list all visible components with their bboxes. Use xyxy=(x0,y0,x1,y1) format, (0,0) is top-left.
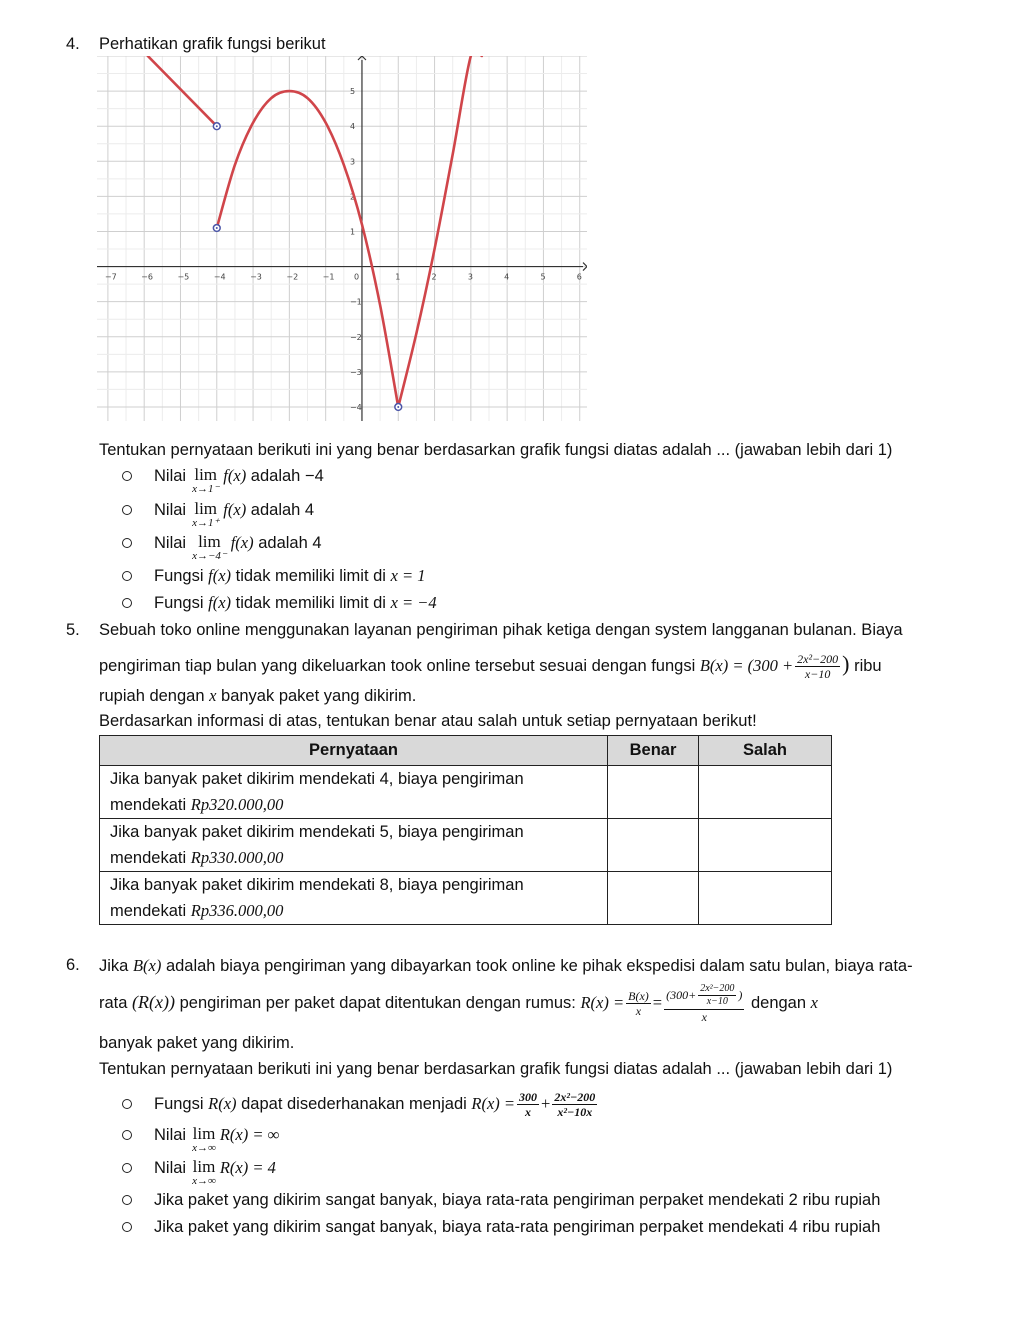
option-text: Jika paket yang dikirim sangat banyak, biaya rata-rata pengiriman perpaket mendekati 4 ribu rupiah xyxy=(154,1218,881,1236)
q5-line1: Sebuah toko online menggunakan layanan pengiriman pihak ketiga dengan system langganan bulanan. Biaya xyxy=(99,621,903,639)
lim-label: lim xyxy=(192,1124,216,1143)
inner-close: ) xyxy=(738,987,743,1002)
q6-option-1[interactable] xyxy=(122,1086,599,1122)
q5-line3 xyxy=(99,686,416,706)
q5-line2 xyxy=(99,647,882,683)
lim-label: lim xyxy=(192,1157,216,1176)
q6-option-5[interactable] xyxy=(122,1218,880,1237)
q6-option-4[interactable] xyxy=(122,1191,880,1210)
option-expr: R(x) xyxy=(208,1094,237,1113)
x-tick-label: 3 xyxy=(467,272,473,282)
benar-cell[interactable] xyxy=(608,872,699,925)
salah-cell[interactable] xyxy=(699,819,832,872)
option-text: Jika paket yang dikirim sangat banyak, biaya rata-rata pengiriman perpaket mendekati 2 ribu rupiah xyxy=(154,1191,881,1209)
equals-sign: = xyxy=(652,993,663,1012)
q4-title: Perhatikan grafik fungsi berikut xyxy=(99,35,326,53)
q5-text: ribu xyxy=(854,657,882,675)
statement-line: Jika banyak paket dikirim mendekati 8, biaya pengiriman xyxy=(110,876,524,894)
x-tick-label: −4 xyxy=(213,272,226,282)
option-text: Nilai xyxy=(154,1126,187,1144)
header-benar: Benar xyxy=(608,736,699,766)
x-tick-label: −1 xyxy=(322,272,335,282)
x-tick-label: 0 xyxy=(353,272,360,282)
q5-line4: Berdasarkan informasi di atas, tentukan benar atau salah untuk setiap pernyataan berikut! xyxy=(99,712,757,730)
frac-numerator: B(x) xyxy=(628,988,649,1003)
radio-circle-icon[interactable] xyxy=(122,571,132,581)
option-text: Nilai xyxy=(154,1159,187,1177)
radio-circle-icon[interactable] xyxy=(122,505,132,515)
inner-prefix: (300+ xyxy=(666,987,697,1002)
radio-circle-icon[interactable] xyxy=(122,471,132,481)
q5-formula-lhs: B(x) = (300 + xyxy=(699,656,794,675)
benar-cell[interactable] xyxy=(608,766,699,819)
option-text: dapat disederhanakan menjadi xyxy=(241,1095,467,1113)
option-expr: f(x) xyxy=(223,500,247,519)
y-tick-label: 2 xyxy=(349,192,356,202)
option-text: Nilai xyxy=(154,534,187,552)
x-tick-label: −2 xyxy=(286,272,299,282)
open-point-center xyxy=(216,125,218,127)
q4-option-1[interactable] xyxy=(122,466,324,495)
frac-denominator: x−10 xyxy=(804,667,831,682)
y-tick-label: −4 xyxy=(349,402,362,412)
radio-circle-icon[interactable] xyxy=(122,1195,132,1205)
q5-text: pengiriman tiap bulan yang dikeluarkan took online tersebut sesuai dengan fungsi xyxy=(99,657,696,675)
q4-instruction: Tentukan pernyataan berikuti ini yang benar berdasarkan grafik fungsi diatas adalah ... (jawaban lebih dari 1) xyxy=(99,441,893,459)
statement-line: Jika banyak paket dikirim mendekati 5, biaya pengiriman xyxy=(110,823,524,841)
statement-cell xyxy=(100,819,608,872)
header-pernyataan: Pernyataan xyxy=(100,736,608,766)
header-salah: Salah xyxy=(699,736,832,766)
option-expr: f(x) xyxy=(230,533,254,552)
q4-number: 4. xyxy=(66,35,80,53)
table-row xyxy=(100,766,832,819)
y-tick-label: −1 xyxy=(349,297,362,307)
salah-cell[interactable] xyxy=(699,872,832,925)
q4-option-3[interactable] xyxy=(122,533,322,562)
option-text: Nilai xyxy=(154,467,187,485)
x-tick-label: 6 xyxy=(576,272,582,282)
option-text: Fungsi xyxy=(154,594,204,612)
q4-option-4[interactable] xyxy=(122,566,426,586)
statement-value: Rp330.000,00 xyxy=(190,848,284,867)
lim-label: lim xyxy=(198,532,221,551)
radio-circle-icon[interactable] xyxy=(122,598,132,608)
q6-var: x xyxy=(810,993,818,1012)
option-text: tidak memiliki limit di xyxy=(235,594,386,612)
statement-line: mendekati xyxy=(110,796,187,814)
x-tick-label: 1 xyxy=(395,272,401,282)
x-tick-label: 2 xyxy=(431,272,437,282)
option-expr: R(x) = xyxy=(471,1094,516,1113)
q5-text: banyak paket yang dikirim. xyxy=(221,687,417,705)
q6-option-3[interactable] xyxy=(122,1158,276,1187)
formula-paren: ) xyxy=(842,651,850,676)
q5-number: 5. xyxy=(66,621,80,639)
x-tick-label: −3 xyxy=(250,272,262,282)
option-cond: x = −4 xyxy=(390,593,437,612)
q6-text: adalah biaya pengiriman yang dibayarkan took online ke pihak ekspedisi dalam satu bulan, biaya rata- xyxy=(165,957,913,975)
option-cond: x = 1 xyxy=(390,566,426,585)
x-tick-label: 4 xyxy=(504,272,510,282)
y-tick-label: 4 xyxy=(349,122,356,132)
inner-denominator: x−10 xyxy=(706,996,728,1008)
lim-label: lim xyxy=(194,465,218,484)
q6-text: dengan xyxy=(750,994,807,1012)
option-expr: R(x) = ∞ xyxy=(219,1125,280,1144)
q6-line1 xyxy=(99,956,913,976)
y-tick-label: −2 xyxy=(349,332,362,342)
option-text: Fungsi xyxy=(154,1095,204,1113)
q6-text: Jika xyxy=(99,957,129,975)
table-header-row xyxy=(100,736,832,766)
option-text: tidak memiliki limit di xyxy=(235,567,386,585)
option-expr: f(x) xyxy=(223,466,247,485)
radio-circle-icon[interactable] xyxy=(122,538,132,548)
option-text: adalah −4 xyxy=(250,467,324,485)
q6-text: rata xyxy=(99,994,128,1012)
q6-var: B(x) xyxy=(132,956,162,975)
radio-circle-icon[interactable] xyxy=(122,1163,132,1173)
graph-svg xyxy=(97,56,587,421)
lim-label: lim xyxy=(194,499,218,518)
statement-value: Rp320.000,00 xyxy=(190,795,284,814)
q6-formula-lhs: R(x) = xyxy=(580,993,625,1012)
frac-numerator: 2x²−200 xyxy=(797,651,839,666)
q6-text: pengiriman per paket dapat ditentukan dengan rumus: xyxy=(179,994,576,1012)
x-tick-label: −7 xyxy=(104,272,117,282)
statement-line: mendekati xyxy=(110,849,187,867)
frac-denominator: x xyxy=(525,1105,532,1120)
y-tick-label: 5 xyxy=(349,87,356,97)
radio-circle-icon[interactable] xyxy=(122,1099,132,1109)
q6-number: 6. xyxy=(66,956,80,974)
frac-denominator: x xyxy=(701,1009,707,1024)
q6-line2 xyxy=(99,982,818,1023)
radio-circle-icon[interactable] xyxy=(122,1130,132,1140)
function-graph xyxy=(97,56,587,421)
q4-option-5[interactable] xyxy=(122,593,437,613)
option-expr: R(x) = 4 xyxy=(219,1158,276,1177)
q4-option-2[interactable] xyxy=(122,500,314,529)
true-false-table xyxy=(99,735,832,925)
x-tick-label: 5 xyxy=(540,272,546,282)
y-tick-label: −3 xyxy=(349,367,362,377)
benar-cell[interactable] xyxy=(608,819,699,872)
frac-denominator: x xyxy=(635,1004,642,1019)
frac-numerator: 300 xyxy=(519,1089,538,1104)
option-text: adalah 4 xyxy=(258,534,322,552)
lim-subscript: x→−4⁻ xyxy=(192,550,227,562)
frac-numerator: 2x²−200 xyxy=(554,1089,596,1104)
table-row xyxy=(100,819,832,872)
open-point-center xyxy=(216,227,218,229)
statement-line: Jika banyak paket dikirim mendekati 4, biaya pengiriman xyxy=(110,770,524,788)
option-expr: f(x) xyxy=(208,566,232,585)
option-text: Nilai xyxy=(154,501,187,519)
x-tick-label: −6 xyxy=(141,272,153,282)
radio-circle-icon[interactable] xyxy=(122,1222,132,1232)
q6-line3: banyak paket yang dikirim. xyxy=(99,1034,295,1052)
q6-line4: Tentukan pernyataan berikuti ini yang benar berdasarkan grafik fungsi diatas adalah ... (jawaban lebih dari 1) xyxy=(99,1060,893,1078)
option-text: adalah 4 xyxy=(250,501,315,519)
option-text: Fungsi xyxy=(154,567,204,585)
statement-cell xyxy=(100,872,608,925)
q5-text: rupiah dengan xyxy=(99,687,205,705)
salah-cell[interactable] xyxy=(699,766,832,819)
q5-var: x xyxy=(209,686,217,705)
plus-sign: + xyxy=(541,1094,551,1113)
q6-option-2[interactable] xyxy=(122,1125,279,1154)
y-tick-label: 3 xyxy=(349,157,356,167)
table-row xyxy=(100,872,832,925)
inner-numerator: 2x²−200 xyxy=(698,984,736,997)
statement-value: Rp336.000,00 xyxy=(190,901,284,920)
statement-cell xyxy=(100,766,608,819)
x-tick-label: −5 xyxy=(177,272,190,282)
option-expr: f(x) xyxy=(208,593,232,612)
lim-subscript: x→1⁻ xyxy=(192,483,220,495)
statement-line: mendekati xyxy=(110,902,187,920)
open-point-center xyxy=(397,406,399,408)
q6-var: (R(x)) xyxy=(132,992,175,1012)
lim-subscript: x→1⁺ xyxy=(192,517,220,529)
lim-subscript: x→∞ xyxy=(192,1175,216,1187)
y-tick-label: 1 xyxy=(349,227,356,237)
frac-denominator: x²−10x xyxy=(557,1105,593,1120)
lim-subscript: x→∞ xyxy=(192,1142,216,1154)
